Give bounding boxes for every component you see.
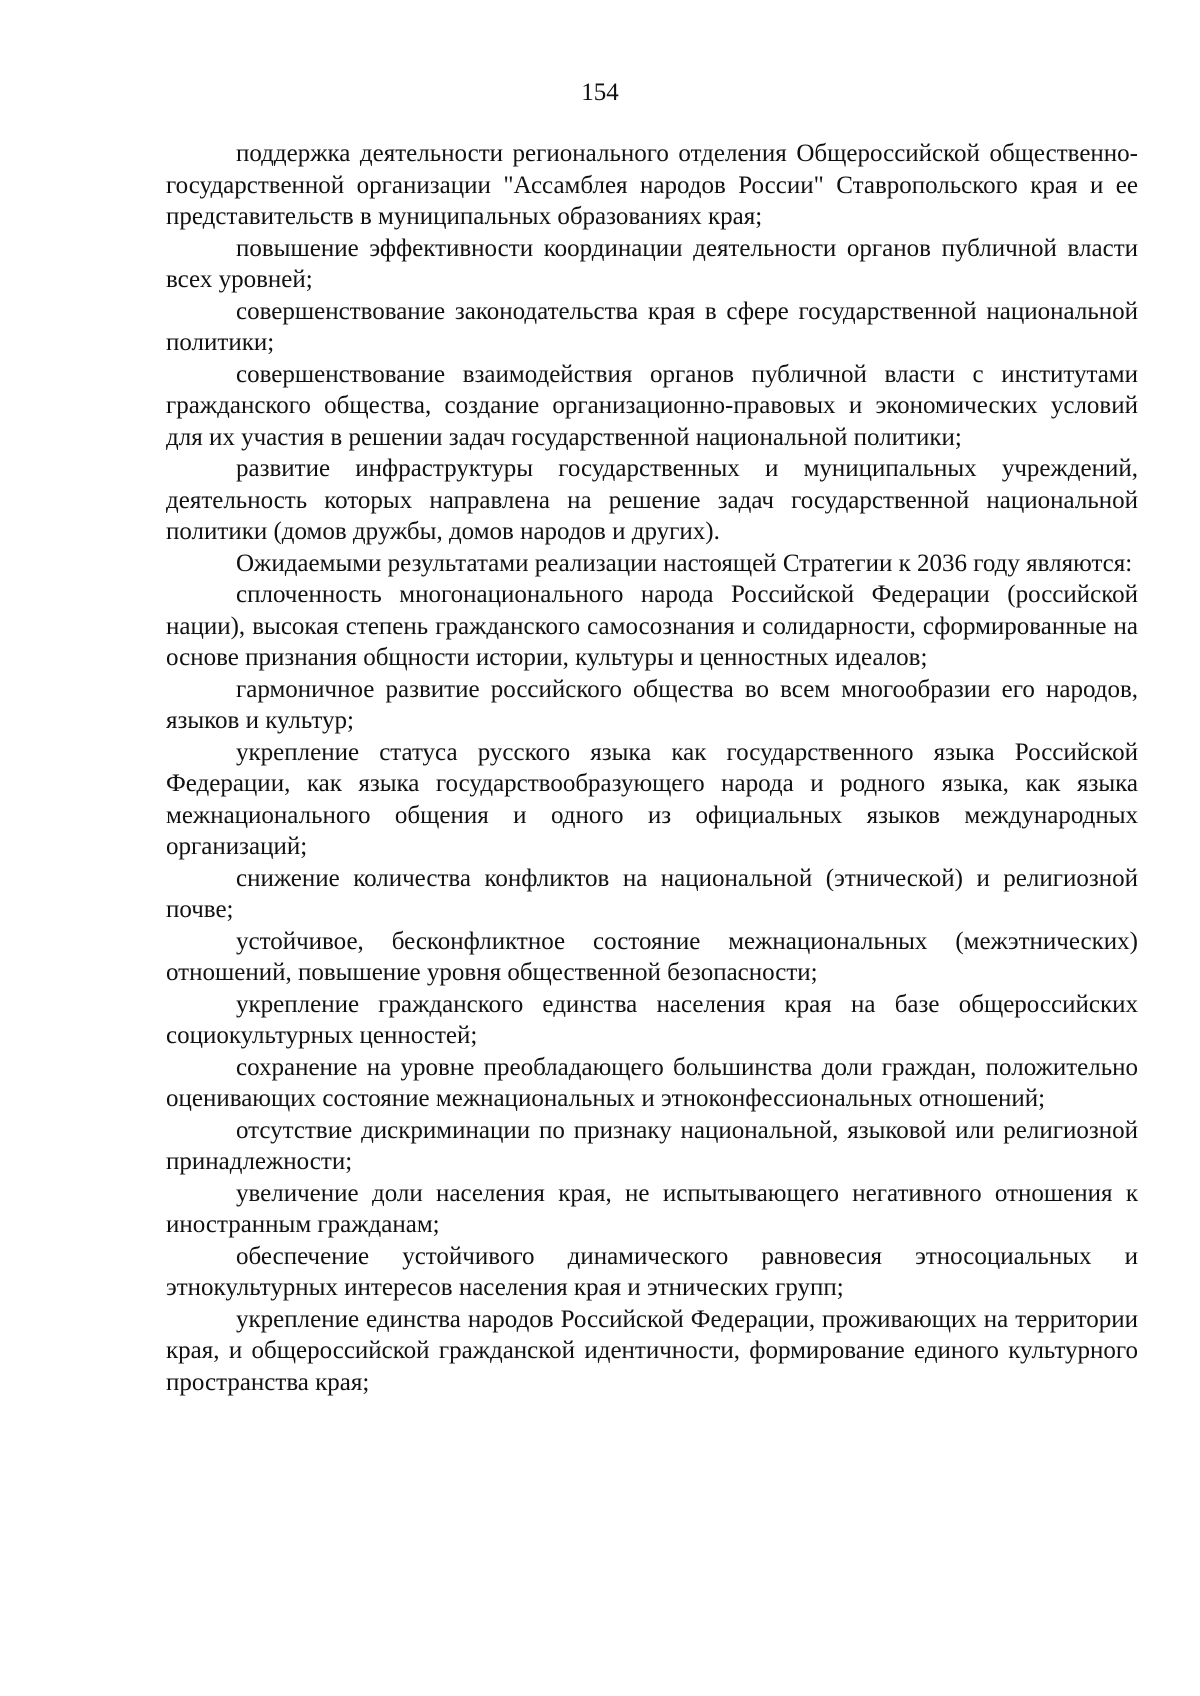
paragraph: гармоничное развитие российского общества во всем многообразии его народов, языков и культур; (166, 675, 1138, 734)
paragraph: укрепление гражданского единства населения края на базе общероссийских социокультурных ценностей; (166, 990, 1138, 1049)
page-number: 154 (581, 79, 619, 106)
paragraph: Ожидаемыми результатами реализации настоящей Стратегии к 2036 году являются: (236, 549, 1133, 577)
paragraph: укрепление статуса русского языка как государственного языка Российской Федерации, как языка государствообразующего народа и родного языка, как языка межнационального общения и одного из официальных языков международных организаций; (166, 738, 1138, 860)
paragraph: увеличение доли населения края, не испытывающего негативного отношения к иностранным гражданам; (166, 1179, 1138, 1238)
paragraph: отсутствие дискриминации по признаку национальной, языковой или религиозной принадлежности; (166, 1116, 1138, 1175)
body-text (166, 138, 1138, 1398)
paragraph: развитие инфраструктуры государственных и муниципальных учреждений, деятельность которых направлена на решение задач государственной национальной политики (домов дружбы, домов народов и других). (166, 455, 1138, 545)
paragraph: укрепление единства народов Российской Федерации, проживающих на территории края, и общероссийской гражданской идентичности, формирование единого культурного пространства края; (166, 1305, 1138, 1396)
paragraph: сплоченность многонационального народа Российской Федерации (российской нации), высокая степень гражданского самосознания и солидарности, сформированные на основе признания общности истории, культуры и ценностных идеалов; (166, 581, 1138, 671)
paragraph: повышение эффективности координации деятельности органов публичной власти всех уровней; (166, 234, 1138, 293)
paragraph: сохранение на уровне преобладающего большинства доли граждан, положительно оценивающих состояние межнациональных и этноконфессиональных отношений; (166, 1053, 1138, 1112)
paragraph: устойчивое, бесконфликтное состояние межнациональных (межэтнических) отношений, повышение уровня общественной безопасности; (166, 927, 1138, 986)
paragraph: поддержка деятельности регионального отделения Общероссийской общественно-государственной организации "Ассамблея народов России" Ставропольского края и ее представительств в муниципальных образованиях края; (166, 140, 1138, 230)
paragraph: снижение количества конфликтов на национальной (этнической) и религиозной почве; (166, 864, 1138, 923)
paragraph: совершенствование взаимодействия органов публичной власти с институтами гражданского общества, создание организационно-правовых и экономических условий для их участия в решении задач государственной национальной политики; (166, 360, 1138, 451)
paragraph: обеспечение устойчивого динамического равновесия этносоциальных и этнокультурных интересов населения края и этнических групп; (166, 1242, 1138, 1301)
paragraph: совершенствование законодательства края в сфере государственной национальной политики; (166, 297, 1138, 356)
